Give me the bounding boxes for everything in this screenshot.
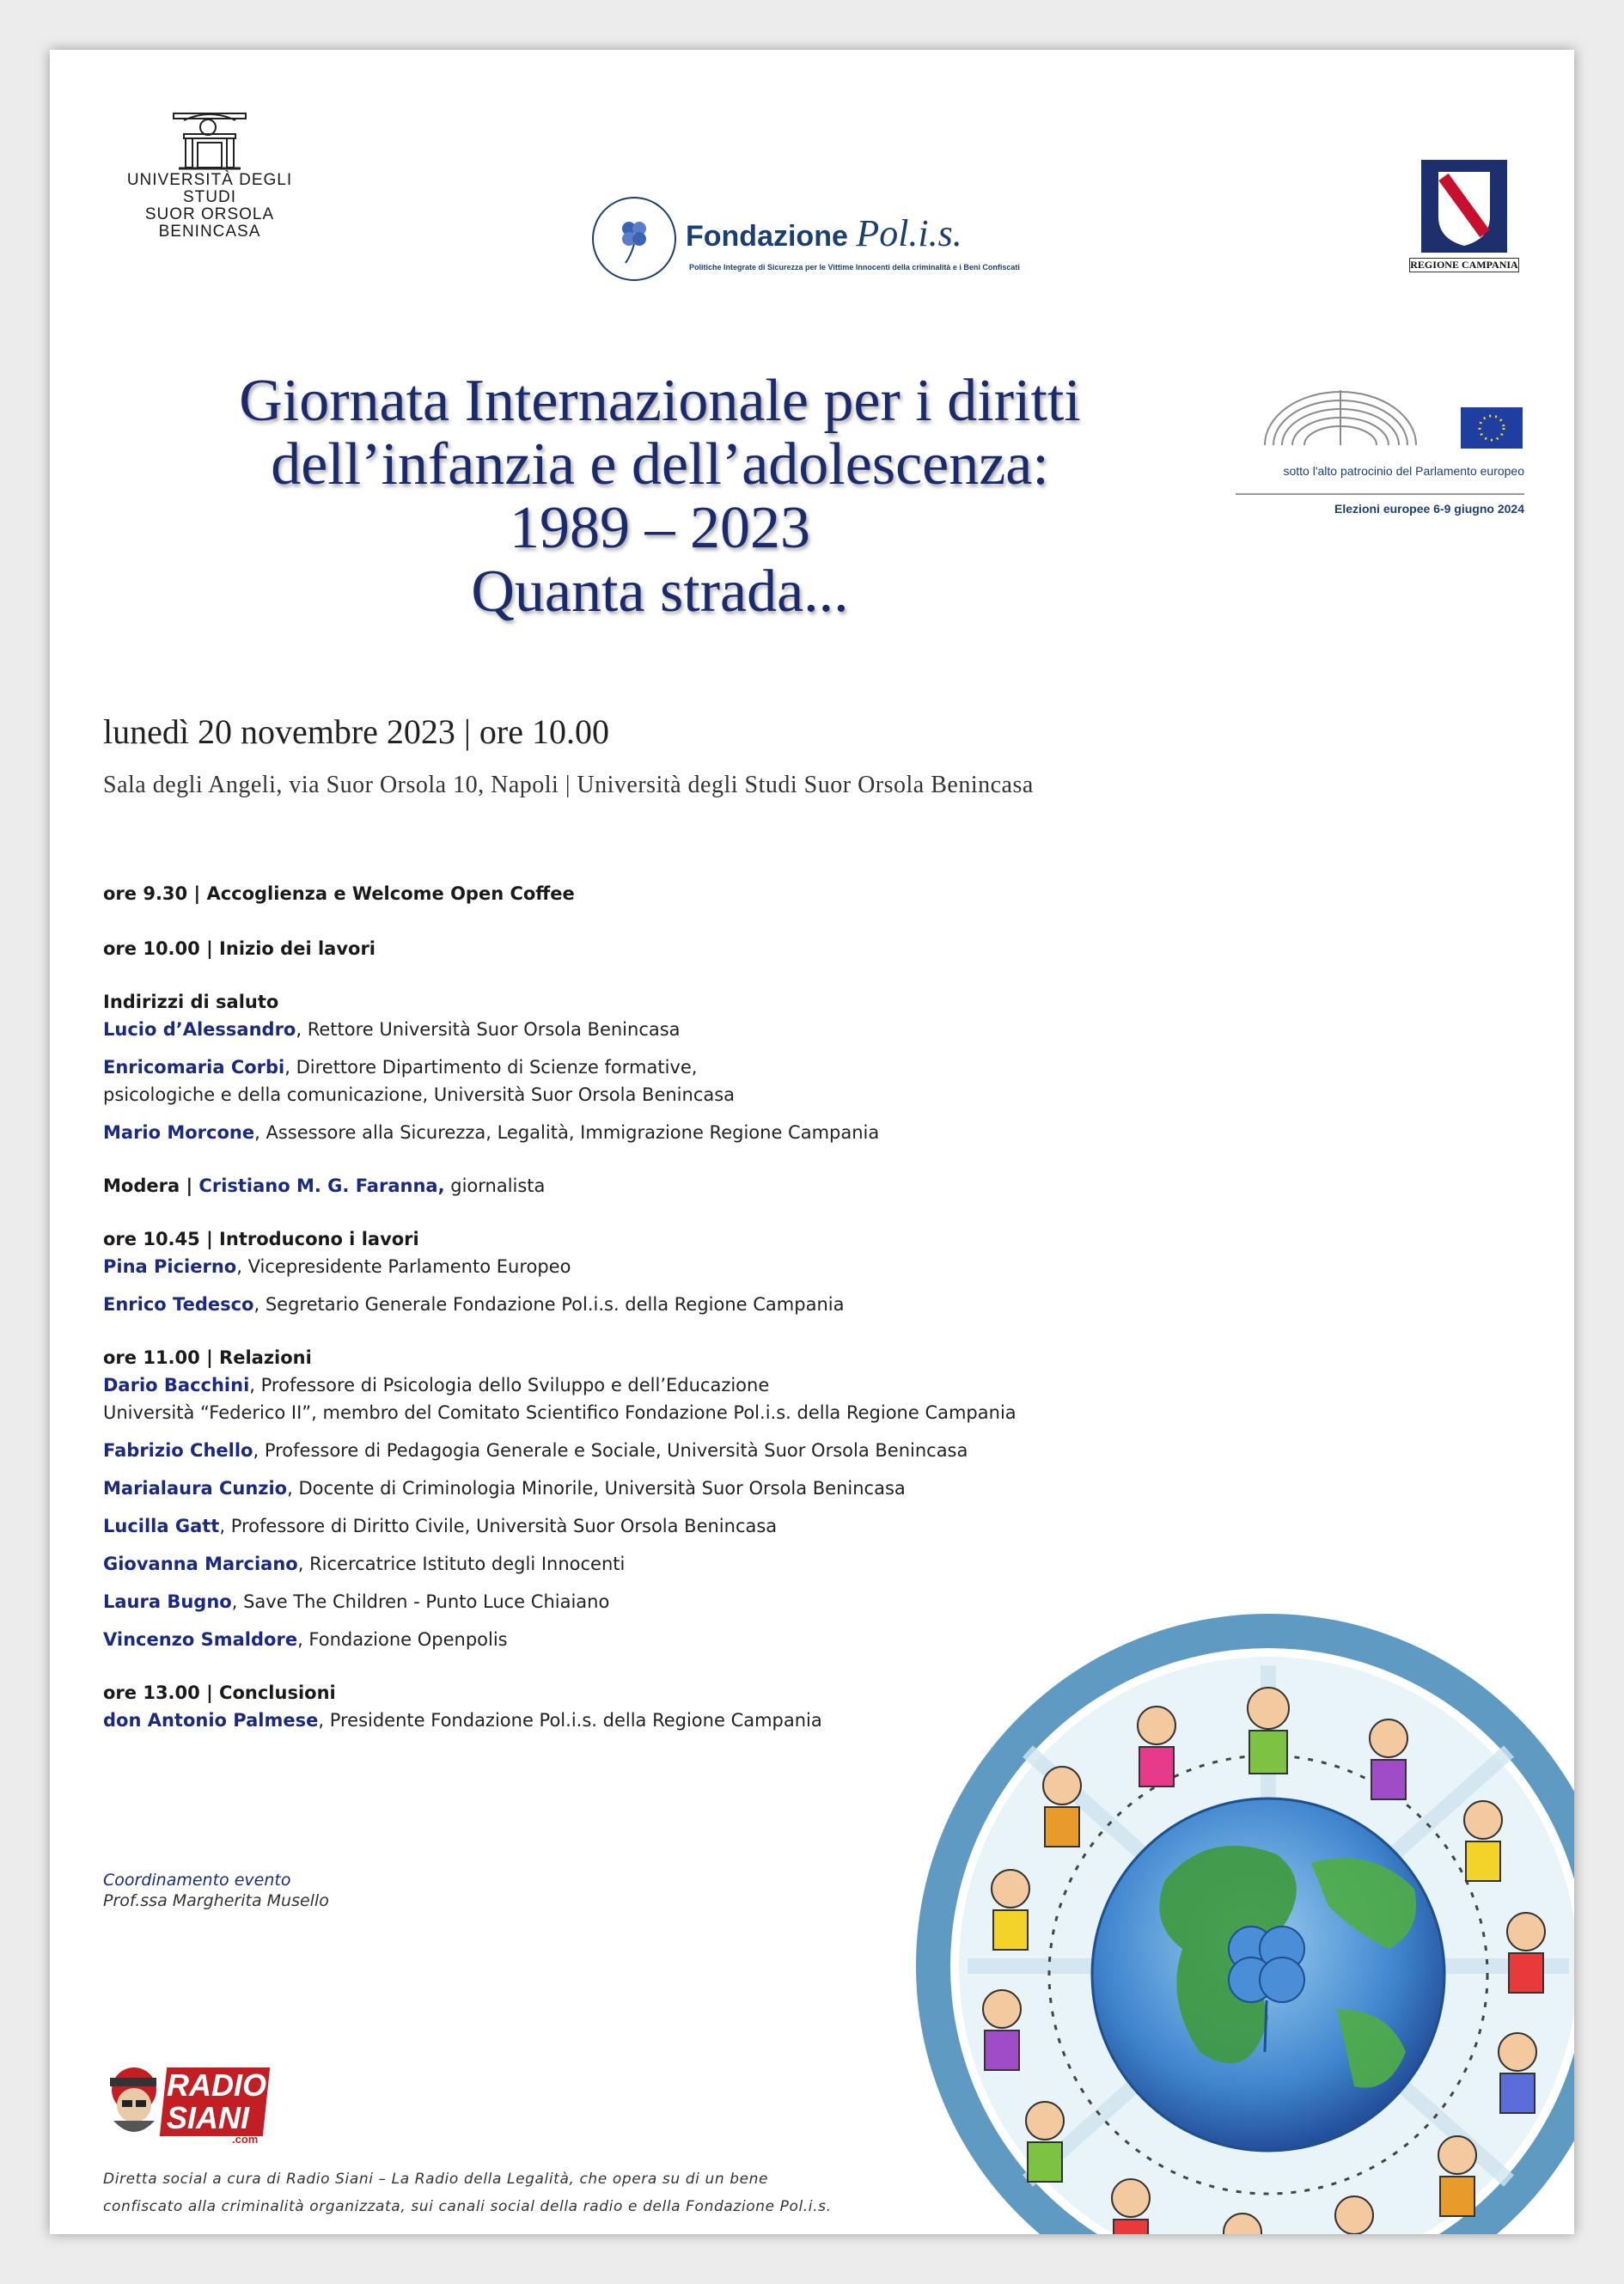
program-coffee: ore 9.30 | Accoglienza e Welcome Open Coffee: [103, 883, 575, 904]
speaker-role: , Assessore alla Sicurezza, Legalità, Immigrazione Regione Campania: [254, 1122, 880, 1143]
reports-heading: ore 11.00 | Relazioni: [103, 1347, 312, 1368]
regione-shield-icon: [1409, 160, 1519, 256]
speaker-entry: [103, 1253, 1091, 1280]
speaker-role: , Save The Children - Punto Luce Chiaiano: [231, 1591, 610, 1612]
speaker-role: , Fondazione Openpolis: [297, 1629, 508, 1650]
unisob-emblem-icon: [107, 110, 313, 170]
children-globe-image: [907, 1605, 1574, 2234]
title-line-2: dell’infanzia e dell’adolescenza:: [271, 431, 1049, 498]
social-broadcast-note: [103, 2165, 832, 2220]
event-venue: Sala degli Angeli, via Suor Orsola 10, Napoli | Università degli Studi Suor Orsola Benincasa: [103, 772, 1034, 798]
speaker-role: , Professore di Psicologia dello Sviluppo e dell’Educazione: [249, 1375, 770, 1395]
speaker-name: Mario Morcone: [103, 1122, 255, 1143]
unisob-logo: [107, 110, 313, 241]
radio-logo-line-2: SIANI: [167, 2100, 250, 2135]
radio-mascot-icon: [103, 2061, 163, 2143]
speaker-name: Lucilla Gatt: [103, 1516, 220, 1536]
children-globe-illustration: [907, 1605, 1574, 2234]
title-line-4: Quanta strada...: [471, 559, 849, 625]
speaker-entry: [103, 1371, 1091, 1399]
speaker-name: Enricomaria Corbi: [103, 1057, 285, 1078]
speaker-name: Laura Bugno: [103, 1591, 232, 1612]
radio-logo-suffix: .com: [232, 2133, 259, 2146]
speaker-name: don Antonio Palmese: [103, 1710, 319, 1731]
speaker-entry: [103, 1512, 1091, 1540]
speaker-entry: [103, 1550, 1091, 1578]
speaker-role: , Vicepresidente Parlamento Europeo: [236, 1256, 571, 1277]
radio-logo-line-1: RADIO: [167, 2067, 266, 2103]
speaker-entry: [103, 1437, 1091, 1464]
moderator-name: Cristiano M. G. Faranna,: [198, 1176, 445, 1196]
event-title: [101, 369, 1218, 624]
polis-name: [686, 212, 962, 254]
speaker-name: Vincenzo Smaldore: [103, 1629, 298, 1650]
program-start: ore 10.00 | Inizio dei lavori: [103, 938, 375, 959]
ep-patronage-text: sotto l'alto patrocinio del Parlamento europeo: [1283, 464, 1524, 478]
speaker-name: Lucio d’Alessandro: [103, 1019, 296, 1040]
polis-clover-icon: [589, 194, 679, 284]
speaker-entry: [103, 1475, 1091, 1502]
unisob-line-3: BENINCASA: [158, 223, 261, 241]
note-line-2: confiscato alla criminalità organizzata, sui canali social della radio e della Fondazione Pol.i.s.: [103, 2198, 832, 2215]
speaker-role: , Professore di Diritto Civile, Università Suor Orsola Benincasa: [219, 1516, 778, 1536]
speaker-role: , Direttore Dipartimento di Scienze formative,: [284, 1057, 698, 1078]
intro-heading: ore 10.45 | Introducono i lavori: [103, 1229, 419, 1249]
ep-patronage-block: [1236, 383, 1524, 572]
moderator-role: giornalista: [444, 1176, 546, 1196]
ep-elections-text: Elezioni europee 6-9 giugno 2024: [1334, 502, 1524, 516]
title-line-3: 1989 – 2023: [510, 495, 810, 561]
speaker-role: , Presidente Fondazione Pol.i.s. della Regione Campania: [318, 1710, 822, 1731]
speaker-role: , Ricercatrice Istituto degli Innocenti: [297, 1554, 626, 1574]
speaker-role: , Docente di Criminologia Minorile, Università Suor Orsola Benincasa: [287, 1478, 906, 1499]
speaker-role-cont: psicologiche e della comunicazione, Università Suor Orsola Benincasa: [103, 1084, 736, 1105]
polis-name-prefix: Fondazione: [686, 220, 857, 253]
speaker-entry: [103, 1053, 1091, 1081]
conclusions-heading: ore 13.00 | Conclusioni: [103, 1682, 336, 1703]
unisob-line-1: UNIVERSITÀ DEGLI STUDI: [126, 171, 293, 206]
speaker-name: Pina Picierno: [103, 1256, 237, 1277]
speaker-role: , Professore di Pedagogia Generale e Sociale, Università Suor Orsola Benincasa: [253, 1440, 968, 1461]
speaker-name: Enrico Tedesco: [103, 1294, 254, 1315]
coordination-person: Prof.ssa Margherita Musello: [103, 1891, 329, 1910]
title-line-1: Giornata Internazionale per i diritti: [239, 368, 1081, 434]
coordination: [103, 1870, 329, 1911]
parliament-hemicycle-icon: [1236, 383, 1524, 454]
poster: [50, 50, 1574, 2234]
polis-tagline: Politiche Integrate di Sicurezza per le Vittime Innocenti della criminalità e i Beni Confiscati: [689, 263, 1020, 272]
radio-siani-logo: [103, 2061, 275, 2147]
speaker-role: , Segretario Generale Fondazione Pol.i.s. della Regione Campania: [253, 1294, 845, 1315]
polis-logo: [589, 194, 1105, 289]
speaker-entry: [103, 1119, 1091, 1146]
greetings-heading: Indirizzi di saluto: [103, 992, 279, 1012]
speaker-role-cont: Università “Federico II”, membro del Comitato Scientifico Fondazione Pol.i.s. della Regione Campania: [103, 1402, 1017, 1423]
speaker-name: Marialaura Cunzio: [103, 1478, 288, 1499]
speaker-entry: [103, 1016, 1091, 1043]
ep-divider: [1236, 493, 1524, 495]
polis-name-italic: Pol.i.s.: [856, 212, 962, 254]
note-line-1: Diretta social a cura di Radio Siani – La Radio della Legalità, che opera su di un bene: [103, 2171, 769, 2188]
regione-label: REGIONE CAMPANIA: [1410, 259, 1518, 271]
speaker-name: Fabrizio Chello: [103, 1440, 253, 1461]
moderator-label: Modera |: [103, 1176, 199, 1196]
moderator-entry: [103, 1172, 1091, 1200]
coordination-label: Coordinamento evento: [103, 1871, 291, 1890]
event-date: lunedì 20 novembre 2023 | ore 10.00: [103, 712, 610, 751]
speaker-name: Dario Bacchini: [103, 1375, 250, 1395]
regione-campania-logo: [1409, 160, 1519, 282]
speaker-role: , Rettore Università Suor Orsola Benincasa: [296, 1019, 681, 1040]
speaker-name: Giovanna Marciano: [103, 1554, 298, 1574]
speaker-entry: [103, 1291, 1091, 1318]
unisob-line-2: SUOR ORSOLA: [144, 205, 275, 223]
